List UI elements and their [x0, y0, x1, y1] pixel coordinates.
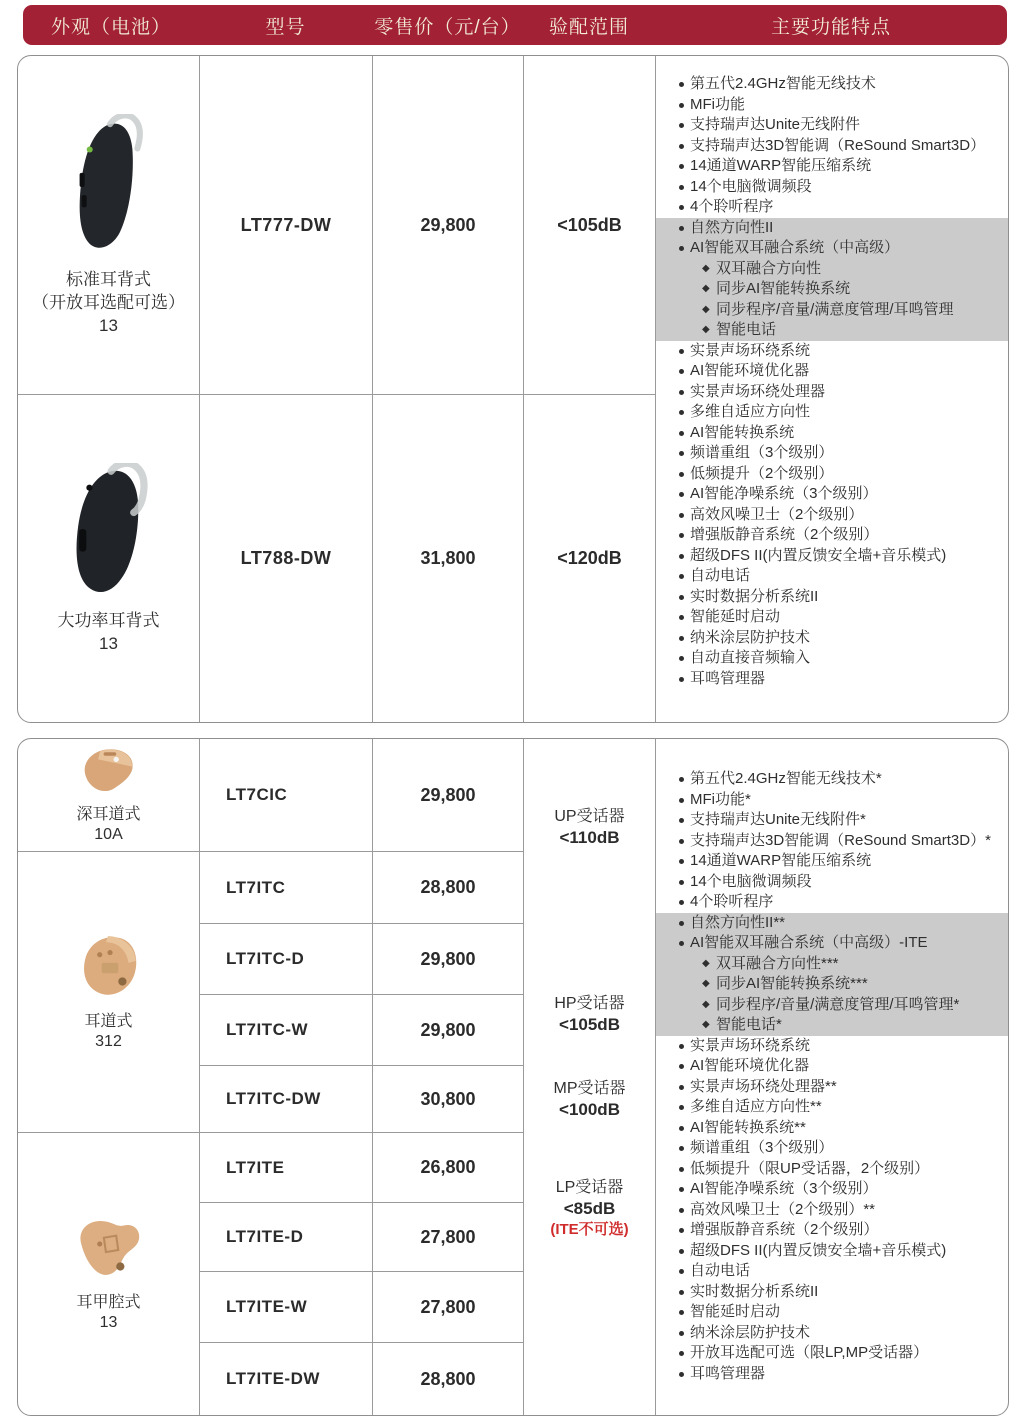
- feature-item: [656, 1118, 1008, 1139]
- feature-item: [656, 525, 1008, 546]
- feature-item: [656, 74, 1008, 95]
- ite-hearing-aid-image: [73, 1215, 145, 1281]
- feature-text: 4个聆听程序: [690, 893, 774, 910]
- price-cell: 29,800: [373, 995, 524, 1066]
- feature-text: 支持瑞声达Unite无线附件*: [690, 811, 866, 828]
- feature-item: [656, 218, 1008, 239]
- features-list-bte: [656, 56, 1008, 722]
- appearance-name: 标准耳背式: [66, 269, 151, 289]
- appearance-cell-power-bte: [18, 395, 200, 722]
- feature-item: [656, 790, 1008, 811]
- price-cell: 27,800: [373, 1203, 524, 1272]
- feature-item: [656, 831, 1008, 852]
- feature-text: 双耳融合方向性: [716, 259, 822, 277]
- table-header-bar: [23, 5, 1007, 45]
- feature-text: 频谱重组（3个级别）: [690, 1139, 834, 1156]
- battery-size: 10A: [94, 826, 123, 843]
- feature-item: [656, 1179, 1008, 1200]
- appearance-cell-cic: [18, 739, 200, 852]
- feature-text: 14个电脑微调频段: [690, 872, 812, 890]
- feature-item: [656, 1261, 1008, 1282]
- feature-text: 14通道WARP智能压缩系统: [690, 852, 872, 869]
- battery-size: 13: [99, 633, 118, 653]
- model-cell: LT7ITC-W: [200, 995, 373, 1066]
- feature-item: [656, 1241, 1008, 1262]
- fitting-range-cell: <120dB: [524, 395, 656, 722]
- feature-item: [656, 1077, 1008, 1098]
- receiver-range: <105dB: [559, 1015, 620, 1034]
- feature-item: [656, 115, 1008, 136]
- feature-text: 智能电话*: [716, 1016, 782, 1033]
- appearance-name: 耳甲腔式: [76, 1294, 141, 1311]
- feature-item: [656, 933, 1008, 954]
- range-hp-receiver: [524, 993, 655, 1035]
- feature-item: [656, 136, 1008, 157]
- feature-text: 同步AI智能转换系统***: [716, 975, 868, 992]
- feature-item: [656, 913, 1008, 934]
- feature-item: [656, 279, 1008, 300]
- feature-item: [656, 259, 1008, 280]
- feature-text: 高效风噪卫士（2个级别）**: [690, 1200, 876, 1218]
- price-cell: 29,800: [373, 924, 524, 995]
- receiver-label: MP受话器: [553, 1080, 626, 1097]
- feature-text: AI智能转换系统: [690, 423, 795, 441]
- price-cell: 29,800: [373, 56, 524, 395]
- feature-text: 第五代2.4GHz智能无线技术*: [690, 770, 882, 787]
- feature-item: [656, 156, 1008, 177]
- feature-item: [656, 587, 1008, 608]
- cic-hearing-aid-image: [80, 745, 138, 799]
- feature-text: 超级DFS II(内置反馈安全墙+音乐模式): [690, 1241, 947, 1259]
- feature-item: [656, 505, 1008, 526]
- feature-text: AI智能双耳融合系统（中高级）: [690, 239, 900, 256]
- feature-text: 支持瑞声达3D智能调（ReSound Smart3D）*: [690, 831, 991, 849]
- price-cell: 27,800: [373, 1272, 524, 1343]
- feature-text: 支持瑞声达Unite无线附件: [690, 116, 861, 133]
- feature-item: [656, 648, 1008, 669]
- feature-item: [656, 546, 1008, 567]
- feature-text: AI智能转换系统**: [690, 1118, 806, 1136]
- feature-item: [656, 238, 1008, 259]
- feature-item: [656, 1138, 1008, 1159]
- feature-item: [656, 628, 1008, 649]
- feature-item: [656, 1036, 1008, 1057]
- features-list-ite: [656, 739, 1008, 1415]
- feature-item: [656, 197, 1008, 218]
- feature-text: 耳鸣管理器: [690, 669, 766, 687]
- price-cell: 31,800: [373, 395, 524, 722]
- feature-item: [656, 769, 1008, 790]
- model-cell: LT7CIC: [200, 739, 373, 852]
- fitting-range-column: [524, 739, 656, 1415]
- feature-item: [656, 954, 1008, 975]
- model-cell: LT7ITC-D: [200, 924, 373, 995]
- feature-text: AI智能环境优化器: [690, 362, 810, 379]
- price-cell: 28,800: [373, 852, 524, 924]
- range-up-receiver: [524, 806, 655, 848]
- feature-item: [656, 851, 1008, 872]
- appearance-cell-itc: [18, 852, 200, 1133]
- feature-item: [656, 607, 1008, 628]
- header-price: 零售价（元/台）: [374, 16, 521, 38]
- bte-table-section: [17, 55, 1009, 723]
- model-cell: LT7ITC-DW: [200, 1066, 373, 1133]
- feature-text: 实景声场环绕处理器**: [690, 1077, 837, 1095]
- range-lp-receiver: [524, 1177, 655, 1240]
- header-appearance: 外观（电池）: [50, 16, 171, 38]
- feature-item: [656, 872, 1008, 893]
- feature-text: 实景声场环绕系统: [690, 341, 811, 359]
- feature-item: [656, 382, 1008, 403]
- feature-item: [656, 566, 1008, 587]
- feature-text: 同步AI智能转换系统: [716, 280, 851, 297]
- feature-text: 频谱重组（3个级别）: [690, 444, 834, 461]
- feature-text: 多维自适应方向性: [690, 403, 811, 420]
- feature-item: [656, 1200, 1008, 1221]
- feature-text: 实时数据分析系统II: [690, 1282, 819, 1300]
- feature-text: 耳鸣管理器: [690, 1364, 766, 1382]
- feature-item: [656, 95, 1008, 116]
- ite-not-available-note: (ITE不可选): [550, 1221, 629, 1238]
- receiver-label: LP受话器: [555, 1179, 624, 1196]
- feature-text: 增强版静音系统（2个级别）: [690, 526, 879, 543]
- appearance-name: 深耳道式: [76, 806, 141, 823]
- feature-text: 纳米涂层防护技术: [690, 628, 811, 646]
- feature-text: 低频提升（限UP受话器，2个级别）: [690, 1159, 930, 1177]
- feature-item: [656, 1302, 1008, 1323]
- receiver-label: UP受话器: [554, 808, 625, 825]
- feature-text: 实景声场环绕系统: [690, 1036, 811, 1054]
- feature-text: 双耳融合方向性***: [716, 954, 839, 972]
- feature-text: 纳米涂层防护技术: [690, 1323, 811, 1341]
- price-cell: 29,800: [373, 739, 524, 852]
- feature-text: MFi功能*: [690, 790, 751, 808]
- feature-item: [656, 423, 1008, 444]
- battery-size: 13: [99, 1314, 118, 1331]
- feature-text: 智能延时启动: [690, 608, 781, 625]
- feature-text: 同步程序/音量/满意度管理/耳鸣管理: [716, 300, 954, 318]
- feature-item: [656, 974, 1008, 995]
- feature-text: 4个聆听程序: [690, 198, 774, 215]
- feature-item: [656, 320, 1008, 341]
- model-cell: LT7ITE: [200, 1133, 373, 1203]
- feature-text: 自动电话: [690, 567, 751, 584]
- model-cell: LT7ITE-W: [200, 1272, 373, 1343]
- price-cell: 30,800: [373, 1066, 524, 1133]
- feature-text: MFi功能: [690, 95, 745, 113]
- bte-power-hearing-aid-image: [69, 463, 149, 597]
- feature-item: [656, 300, 1008, 321]
- feature-item: [656, 1159, 1008, 1180]
- feature-item: [656, 1323, 1008, 1344]
- receiver-label: HP受话器: [554, 995, 625, 1012]
- feature-item: [656, 1015, 1008, 1036]
- feature-item: [656, 810, 1008, 831]
- model-cell: LT7ITC: [200, 852, 373, 924]
- battery-size: 13: [99, 315, 118, 335]
- feature-item: [656, 361, 1008, 382]
- feature-text: 实时数据分析系统II: [690, 587, 819, 605]
- range-mp-receiver: [524, 1078, 655, 1120]
- feature-item: [656, 1343, 1008, 1364]
- bte-standard-hearing-aid-image: [74, 114, 144, 256]
- appearance-sub: （开放耳选配可选）: [32, 292, 185, 312]
- model-cell: LT7ITE-D: [200, 1203, 373, 1272]
- feature-item: [656, 1220, 1008, 1241]
- feature-text: 智能电话: [716, 321, 777, 338]
- feature-item: [656, 995, 1008, 1016]
- feature-text: 自然方向性II: [690, 218, 774, 236]
- feature-item: [656, 484, 1008, 505]
- feature-text: 14个电脑微调频段: [690, 177, 812, 195]
- feature-item: [656, 443, 1008, 464]
- feature-text: 自动电话: [690, 1262, 751, 1279]
- header-fitting-range: 验配范围: [548, 16, 629, 38]
- feature-text: 14通道WARP智能压缩系统: [690, 157, 872, 174]
- receiver-range: <110dB: [559, 828, 620, 847]
- feature-text: 高效风噪卫士（2个级别）: [690, 505, 864, 523]
- feature-text: AI智能净噪系统（3个级别）: [690, 1180, 878, 1197]
- feature-text: 低频提升（2个级别）: [690, 464, 834, 482]
- feature-text: AI智能净噪系统（3个级别）: [690, 485, 878, 502]
- feature-item: [656, 1282, 1008, 1303]
- feature-item: [656, 1056, 1008, 1077]
- feature-text: 同步程序/音量/满意度管理/耳鸣管理*: [716, 995, 960, 1013]
- price-cell: 28,800: [373, 1343, 524, 1415]
- feature-text: 实景声场环绕处理器: [690, 382, 826, 400]
- model-cell: LT788-DW: [200, 395, 373, 722]
- model-cell: LT7ITE-DW: [200, 1343, 373, 1415]
- fitting-range-cell: <105dB: [524, 56, 656, 395]
- header-model: 型号: [265, 16, 306, 38]
- appearance-cell-standard-bte: [18, 56, 200, 395]
- feature-item: [656, 177, 1008, 198]
- ite-table-section: [17, 738, 1009, 1416]
- receiver-range: <85dB: [563, 1199, 616, 1218]
- feature-text: 开放耳选配可选（限LP,MP受话器）: [690, 1344, 929, 1361]
- feature-text: AI智能环境优化器: [690, 1057, 810, 1074]
- feature-item: [656, 1364, 1008, 1385]
- feature-item: [656, 669, 1008, 690]
- appearance-name: 大功率耳背式: [57, 610, 160, 630]
- header-features: 主要功能特点: [770, 16, 891, 38]
- feature-text: 自动直接音频输入: [690, 649, 811, 666]
- feature-text: 支持瑞声达3D智能调（ReSound Smart3D）: [690, 136, 986, 154]
- feature-text: 增强版静音系统（2个级别）: [690, 1221, 879, 1238]
- feature-text: 超级DFS II(内置反馈安全墙+音乐模式): [690, 546, 947, 564]
- feature-text: 自然方向性II**: [690, 913, 786, 931]
- feature-item: [656, 464, 1008, 485]
- receiver-range: <100dB: [559, 1100, 620, 1119]
- feature-item: [656, 341, 1008, 362]
- itc-hearing-aid-image: [77, 932, 141, 1000]
- price-cell: 26,800: [373, 1133, 524, 1203]
- appearance-name: 耳道式: [84, 1013, 133, 1030]
- feature-item: [656, 1097, 1008, 1118]
- feature-text: 多维自适应方向性**: [690, 1098, 822, 1115]
- feature-text: 第五代2.4GHz智能无线技术: [690, 75, 876, 92]
- feature-item: [656, 402, 1008, 423]
- feature-text: 智能延时启动: [690, 1303, 781, 1320]
- feature-text: AI智能双耳融合系统（中高级）-ITE: [690, 934, 928, 951]
- battery-size: 312: [95, 1033, 122, 1050]
- model-cell: LT777-DW: [200, 56, 373, 395]
- feature-item: [656, 892, 1008, 913]
- appearance-cell-ite: [18, 1133, 200, 1415]
